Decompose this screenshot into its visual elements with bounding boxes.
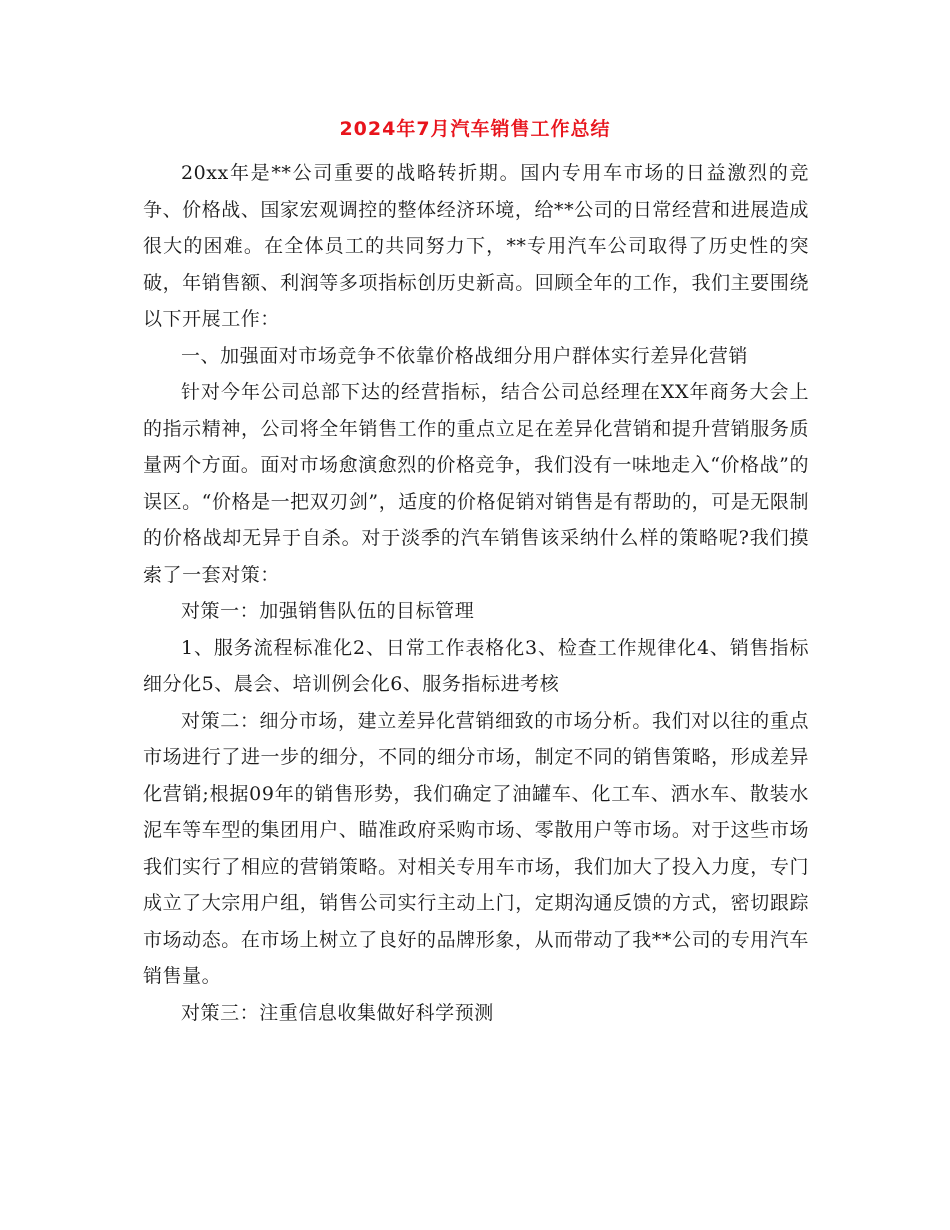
document-title: 2024年7月汽车销售工作总结 (339, 118, 611, 140)
strategy-paragraph: 针对今年公司总部下达的经营指标，结合公司总经理在XX年商务大会上的指示精神，公司将全年销售工作的重点立足在差异化营销和提升营销服务质量两个方面。面对市场愈演愈烈的价格竞争，我们没有一味地走入“价格战”的误区。“价格是一把双刃剑”，适度的价格促销对销售是有帮助的，可是无限制的价格战却无异于自杀。对于淡季的汽车销售该采纳什么样的策略呢?我们摸索了一套对策： (143, 381, 809, 586)
measure-1-list: 1、服务流程标准化2、日常工作表格化3、检查工作规律化4、销售指标细分化5、晨会、培训例会化6、服务指标进考核 (143, 636, 809, 695)
measure-3-heading: 对策三：注重信息收集做好科学预测 (181, 1001, 494, 1024)
document-body (143, 155, 809, 1031)
measure-2-paragraph: 对策二：细分市场，建立差异化营销细致的市场分析。我们对以往的重点市场进行了进一步的细分，不同的细分市场，制定不同的销售策略，形成差异化营销;根据09年的销售形势，我们确定了油罐车、化工车、洒水车、散装水泥车等车型的集团用户、瞄准政府采购市场、零散用户等市场。对于这些市场我们实行了相应的营销策略。对相关专用车市场，我们加大了投入力度，专门成立了大宗用户组，销售公司实行主动上门，定期沟通反馈的方式，密切跟踪市场动态。在市场上树立了良好的品牌形象，从而带动了我**公司的专用汽车销售量。 (143, 709, 809, 987)
intro-paragraph: 20xx年是**公司重要的战略转折期。国内专用车市场的日益激烈的竞争、价格战、国家宏观调控的整体经济环境，给**公司的日常经营和进展造成很大的困难。在全体员工的共同努力下，**专用汽车公司取得了历史性的突破，年销售额、利润等多项指标创历史新高。回顾全年的工作，我们主要围绕以下开展工作： (143, 162, 809, 330)
section-heading-1: 一、加强面对市场竞争不依靠价格战细分用户群体实行差异化营销 (181, 344, 748, 367)
measure-1-heading: 对策一：加强销售队伍的目标管理 (181, 600, 475, 622)
